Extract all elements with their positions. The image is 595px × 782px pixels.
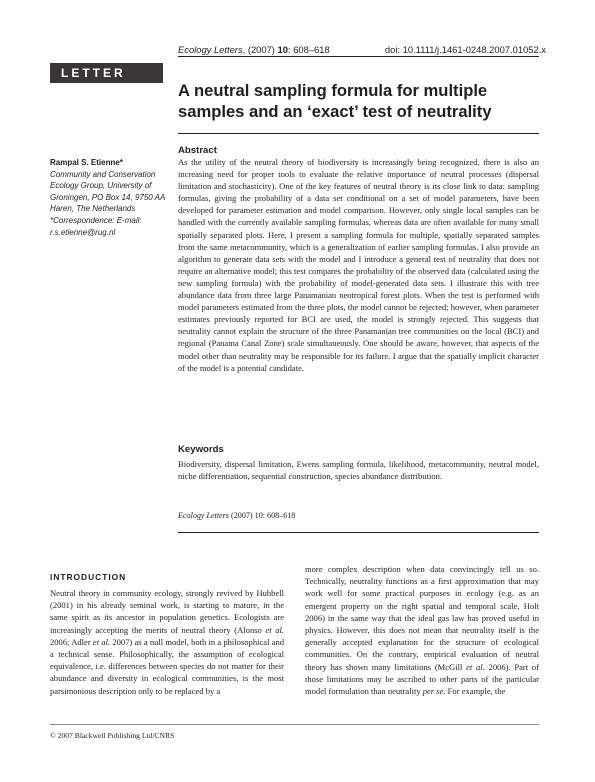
intro-text-2a: more complex description when data convincingly tell us so. Technically, neutrality functions as a first approximation that may work well for some practical purposes in ecology (e.g. as an emergent property on the right spatial and temporal scale, Holt 2006) in the same way that the ideal gas law has proved useful in physics. However, this does not mean that neutrality itself is the generally accepted explanation for the structure of ecological communities. On the contrary, empirical evaluation of neutral theory has shown many limitations (McGill — [305, 564, 539, 672]
abstract-bottom-rule — [178, 532, 539, 533]
keywords-heading: Keywords — [178, 444, 224, 455]
intro-column-left — [50, 587, 284, 697]
citation-journal: Ecology Letters — [178, 511, 230, 520]
intro-text-1b: 2006; Adler — [50, 636, 93, 647]
journal-pages: : 608–618 — [287, 44, 330, 55]
intro-text-1c: 2007) as a null model, both in a philosophical and a technical sense. Philosophically, the assumption of ecological equivalence, i.e. differences between species do not matter for their abundance and diversity in ecological communities, is the most parsimonious description only to be replaced by a — [50, 636, 285, 696]
intro-column-right — [305, 563, 539, 697]
author-correspondence: *Correspondence: E-mail: r.s.etienne@rug.nl — [50, 215, 142, 237]
running-header-journal — [178, 44, 330, 55]
journal-year: , (2007) — [242, 44, 278, 55]
intro-text-1a: Neutral theory in community ecology, strongly revived by Hubbell (2001) in his already seminal work, is starting to mature, in the same spirit as its ancestor in population genetics. Ecologists are increasingly accepting the merits of neutral theory (Alonso — [50, 588, 284, 635]
author-name: Rampal S. Etienne* — [50, 158, 123, 167]
introduction-heading: INTRODUCTION — [50, 572, 127, 582]
intro-paragraph-2 — [305, 563, 539, 697]
intro-etal-3: et al. — [466, 661, 485, 672]
header-rule — [178, 56, 539, 57]
copyright-footer: © 2007 Blackwell Publishing Ltd/CNRS — [50, 731, 175, 740]
footer-rule — [50, 724, 539, 725]
journal-name: Ecology Letters — [178, 44, 243, 55]
title-rule — [178, 133, 539, 134]
citation — [178, 511, 295, 520]
doi: doi: 10.1111/j.1461-0248.2007.01052.x — [384, 44, 546, 55]
author-affiliation: Community and Conservation Ecology Group, University of Groningen, PO Box 14, 9750 AA Haren, The Netherlands — [50, 169, 166, 214]
abstract-heading: Abstract — [178, 145, 217, 156]
abstract-text: As the utility of the neutral theory of biodiversity is increasingly being recognized, there is also an increasing need for proper tools to evaluate the relative importance of neutral processes (dispersal limitation and stochasticity). One of the key features of neutral theory is its close link to data: sampling formulas, giving the probability of a data set conditional on a set of model parameters, have been developed for parameter estimation and model comparison. However, only single local samples can be handled with the currently available sampling formulas, whereas data are often available for many small spatially separated plots. Here, I present a sampling formula for multiple, spatially separated samples from the same metacommunity, which is a generalization of earlier sampling formulas. I also provide an algorithm to generate data sets with the model and I introduce a general test of neutrality that does not require an alternative model; this test compares the probability of the observed data (calculated using the new sampling formula) with the probability of model-generated data sets. I illustrate this with tree abundance data from three large Panamanian neotropical forest plots. When the test is performed with model parameters estimated from the three plots, the model cannot be rejected; however, when parameter estimates previously reported for BCI are used, the model is strongly rejected. This suggests that neutrality cannot explain the structure of the three Panamanian tree communities on the local (BCI) and regional (Panama Canal Zone) scale simultaneously. One should be aware, however, that aspects of the model other than neutrality may be responsible for its failure. I argue that the spatially implicit character of the model is a potential candidate. — [178, 157, 539, 373]
intro-text-2c: . For example, the — [443, 686, 506, 697]
citation-details: (2007) 10: 608–618 — [229, 511, 296, 520]
article-type-badge — [50, 63, 163, 83]
article-title: A neutral sampling formula for multiple samples and an ‘exact’ test of neutrality — [178, 81, 492, 121]
intro-etal-2: et al. — [92, 636, 111, 647]
journal-volume: 10 — [277, 44, 288, 55]
author-block — [50, 157, 175, 238]
keywords-text: Biodiversity, dispersal limitation, Ewens sampling formula, likelihood, metacommunity, neutral model, niche differentiation, sequential construction, species abundance distribution. — [178, 459, 539, 482]
intro-per-se: per se — [422, 686, 444, 697]
intro-etal-1: et al. — [265, 624, 285, 635]
article-type-label: LETTER — [61, 66, 126, 80]
intro-text-2b: 2006). Part of those limitations may be ascribed to other parts of the particular model formulation than neutrality — [305, 661, 540, 697]
intro-paragraph-1 — [50, 587, 284, 697]
